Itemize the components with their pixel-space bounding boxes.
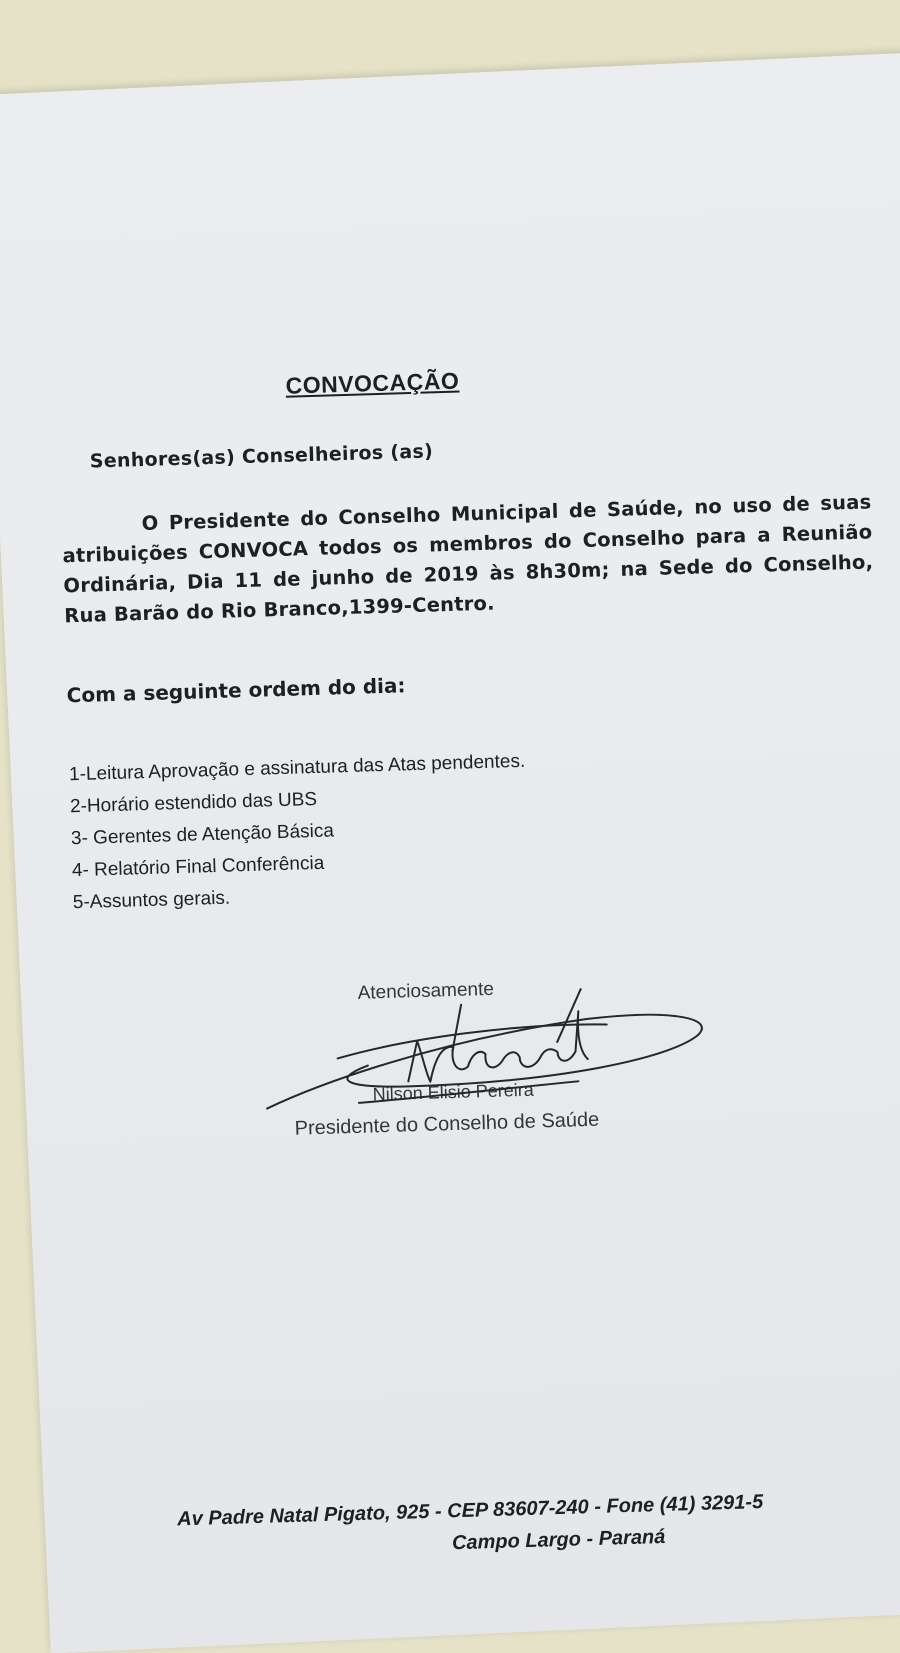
- agenda-item: 5-Assuntos gerais.: [72, 887, 231, 914]
- agenda-item: 1-Leitura Aprovação e assinatura das Atas pendentes.: [68, 750, 526, 786]
- handwritten-signature: [256, 977, 720, 1131]
- agenda-item: 4- Relatório Final Conferência: [71, 852, 325, 882]
- agenda-title: Com a seguinte ordem do dia:: [66, 673, 406, 708]
- footer-address: Av Padre Natal Pigato, 925 - CEP 83607-240 - Fone (41) 3291-5: [176, 1491, 764, 1531]
- agenda-item: 3- Gerentes de Atenção Básica: [70, 820, 335, 850]
- greeting: Senhores(as) Conselheiros (as): [89, 440, 434, 473]
- signer-role: Presidente do Conselho de Saúde: [294, 1108, 600, 1140]
- document-title: CONVOCAÇÃO: [285, 367, 460, 399]
- agenda-list: [69, 746, 530, 919]
- closing-text: Atenciosamente: [357, 978, 495, 1004]
- agenda-item: 2-Horário estendido das UBS: [69, 788, 318, 818]
- convocation-paragraph: O Presidente do Conselho Municipal de Saúde, no uso de suas atribuições CONVOCA todos os membros do Conselho para a Reunião Ordinária, Dia 11 de junho de 2019 às 8h30m; na Sede do Conselho, Rua Barão do Rio Branco,1399-Centro.: [62, 490, 874, 628]
- signer-name: Nilson Elisio Pereira: [372, 1079, 534, 1105]
- footer-city: Campo Largo - Paraná: [451, 1525, 666, 1555]
